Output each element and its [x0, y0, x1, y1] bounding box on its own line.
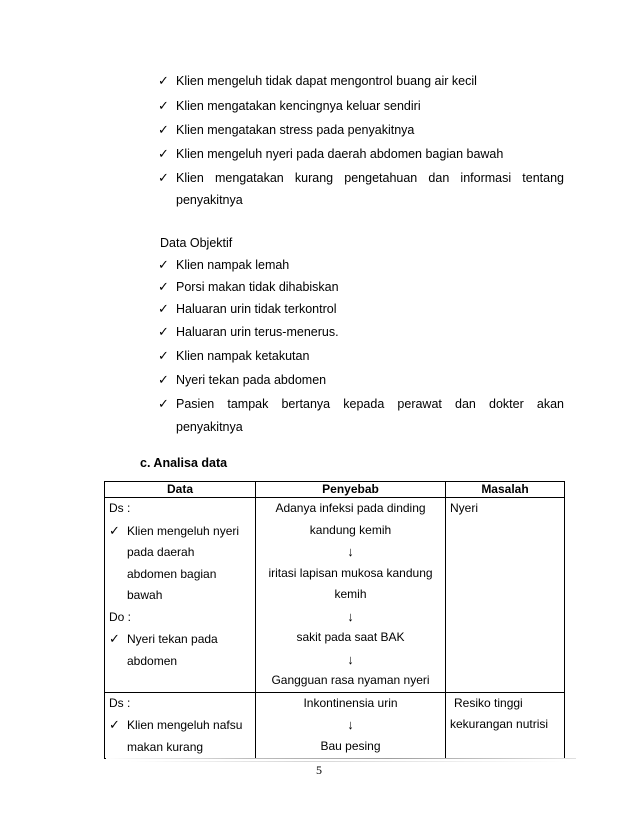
item-text: Porsi makan tidak dihabiskan [176, 280, 339, 294]
page-number: 5 [316, 763, 322, 777]
problem-text: Nyeri [450, 501, 479, 515]
item-text: Klien mengatakan kurang pengetahuan dan informasi tentang [176, 171, 564, 185]
item-text: Haluaran urin tidak terkontrol [176, 302, 337, 316]
item-text: Nyeri tekan pada abdomen [176, 373, 327, 387]
cause-cell [256, 692, 446, 759]
subjective-item [158, 143, 564, 165]
section-heading: c. Analisa data [140, 456, 228, 470]
footer-divider [130, 761, 570, 762]
objective-item [158, 276, 564, 298]
do-item-line: abdomen [127, 653, 178, 668]
ds-item-line: bawah [127, 588, 163, 602]
cause-line: Gangguan rasa nyaman nyeri [271, 673, 430, 687]
item-text: Klien nampak ketakutan [176, 349, 310, 363]
checkmark-icon: ✓ [158, 279, 169, 294]
checkmark-icon: ✓ [158, 170, 169, 185]
objective-data-label: Data Objektif [160, 236, 233, 250]
cause-line: sakit pada saat BAK [296, 630, 405, 644]
footer-divider [106, 758, 576, 759]
objective-item [158, 321, 564, 343]
item-text: Klien nampak lemah [176, 258, 290, 272]
checkmark-icon: ✓ [158, 122, 169, 137]
ds-label: Ds : [109, 501, 131, 515]
column-header-data: Data [105, 482, 256, 498]
do-item [109, 628, 251, 651]
down-arrow-icon: ↓ [347, 544, 354, 559]
ds-item-line: abdomen bagian [127, 566, 217, 581]
cause-cell [256, 498, 446, 693]
objective-item [158, 369, 564, 391]
cause-line: iritasi lapisan mukosa kandung [268, 565, 433, 580]
ds-label: Ds : [109, 695, 131, 710]
ds-item-line: makan kurang [127, 739, 204, 754]
ds-item-line: Klien mengeluh nyeri [127, 523, 240, 538]
checkmark-icon: ✓ [158, 301, 169, 316]
data-cell [105, 692, 256, 759]
table-row [105, 498, 565, 693]
checkmark-icon: ✓ [158, 324, 169, 339]
objective-item [158, 254, 564, 276]
down-arrow-icon: ↓ [347, 651, 354, 667]
table-header-row [105, 482, 565, 498]
checkmark-icon: ✓ [158, 73, 169, 88]
subjective-item [158, 167, 564, 189]
problem-line: kekurangan nutrisi [450, 717, 549, 731]
ds-item-line: pada daerah [127, 545, 195, 559]
checkmark-icon: ✓ [158, 348, 169, 363]
cause-line: Inkontinensia urin [303, 695, 398, 710]
checkmark-icon: ✓ [158, 98, 169, 113]
ds-item [109, 714, 251, 737]
ds-item [109, 520, 251, 543]
down-arrow-icon: ↓ [347, 608, 354, 624]
objective-item [158, 393, 564, 415]
checkmark-icon: ✓ [109, 717, 120, 732]
checkmark-icon: ✓ [158, 396, 169, 411]
objective-item [158, 345, 564, 367]
down-arrow-icon: ↓ [347, 717, 354, 732]
subjective-item [158, 119, 564, 141]
column-header-problem: Masalah [446, 482, 565, 498]
item-text: Klien mengatakan kencingnya keluar sendiri [176, 99, 421, 113]
data-cell [105, 498, 256, 693]
item-continuation: penyakitnya [176, 420, 243, 434]
cause-line: kandung kemih [309, 522, 392, 537]
cause-line: kemih [334, 587, 367, 601]
subjective-item [158, 95, 564, 117]
problem-line: Resiko tinggi [454, 695, 523, 710]
item-text: Klien mengeluh nyeri pada daerah abdomen bagian bawah [176, 147, 504, 161]
checkmark-icon: ✓ [109, 631, 120, 646]
item-text: Klien mengatakan stress pada penyakitnya [176, 123, 415, 137]
do-label: Do : [109, 609, 132, 624]
checkmark-icon: ✓ [158, 257, 169, 272]
cause-line: Bau pesing [320, 738, 381, 753]
ds-item-line: Klien mengeluh nafsu [127, 718, 243, 732]
do-item-line: Nyeri tekan pada [127, 632, 218, 646]
item-continuation: penyakitnya [176, 193, 243, 207]
cause-line: Adanya infeksi pada dinding [275, 501, 426, 515]
checkmark-icon: ✓ [158, 372, 169, 387]
checkmark-icon: ✓ [109, 522, 120, 538]
subjective-item [158, 70, 564, 92]
table-row [105, 692, 565, 759]
analysis-table [104, 481, 565, 759]
item-text: Klien mengeluh tidak dapat mengontrol buang air kecil [176, 74, 477, 88]
objective-item [158, 298, 564, 320]
item-text: Pasien tampak bertanya kepada perawat dan dokter akan [176, 397, 564, 411]
problem-cell [446, 498, 565, 693]
column-header-cause: Penyebab [256, 482, 446, 498]
item-text: Haluaran urin terus-menerus. [176, 325, 339, 339]
checkmark-icon: ✓ [158, 146, 169, 161]
problem-cell [446, 692, 565, 759]
